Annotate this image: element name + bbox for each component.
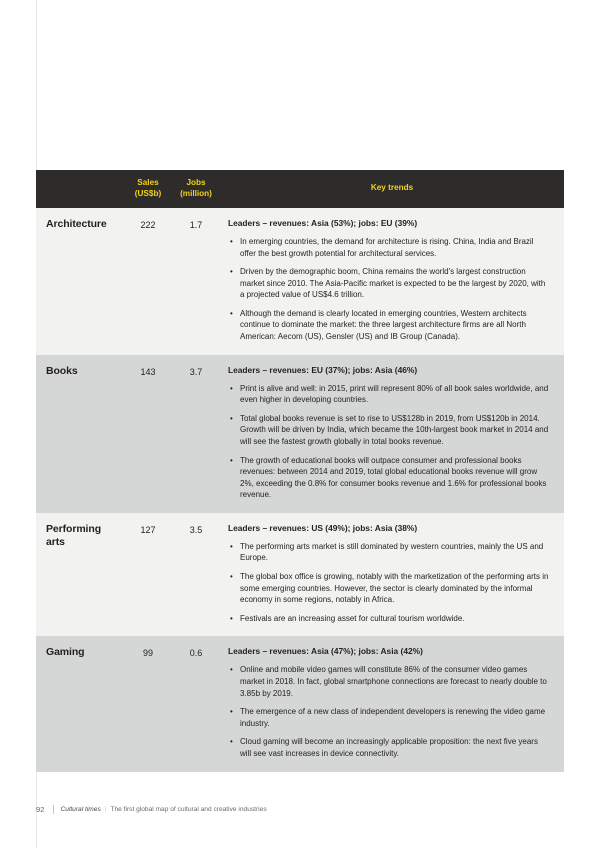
row-sector-name: Gaming xyxy=(36,636,124,771)
header-sales xyxy=(124,170,172,208)
row-sales-value: 143 xyxy=(124,355,172,513)
header-sales-line1: Sales xyxy=(137,178,159,187)
row-bullet-list xyxy=(228,236,550,343)
bullet-dot-icon: • xyxy=(230,707,233,717)
bullet-text: Driven by the demographic boom, China remains the world's largest construction market since 2010. The Asia-Pacific market is expected to be the largest by 2020, with a projected value of US$4.6 trillion. xyxy=(240,267,546,300)
list-item xyxy=(228,413,550,448)
bullet-dot-icon: • xyxy=(230,236,233,246)
bullet-text: The emergence of a new class of independent developers is renewing the video game industry. xyxy=(240,707,546,728)
header-sales-line2: (US$b) xyxy=(134,188,162,198)
header-jobs xyxy=(172,170,220,208)
row-leaders-line: Leaders – revenues: EU (37%); jobs: Asia (46%) xyxy=(228,364,418,375)
list-item xyxy=(228,383,550,406)
bullet-dot-icon: • xyxy=(230,737,233,747)
bullet-dot-icon: • xyxy=(230,308,233,318)
row-jobs-value: 3.5 xyxy=(172,513,220,636)
cultural-industries-table xyxy=(36,170,564,772)
bullet-text: In emerging countries, the demand for architecture is rising. China, India and Brazil offer the best growth potential for architectural services. xyxy=(240,236,534,258)
list-item xyxy=(228,455,550,501)
bullet-dot-icon: • xyxy=(230,383,233,393)
list-item xyxy=(228,571,550,606)
row-key-trends xyxy=(220,208,564,355)
footer-accent-bar xyxy=(53,805,54,814)
row-bullet-list xyxy=(228,383,550,501)
bullet-text: Online and mobile video games will constitute 86% of the consumer video games market in 2018. In fact, global smartphone connections are forecast to nearly double to 3.85b by 2019. xyxy=(240,665,547,698)
bullet-text: The growth of educational books will outpace consumer and professional books revenues: between 2014 and 2019, total global educational books revenue will grow 2%, exceeding the 0.8% for consumer books revenue and 1.6% for professional books revenue. xyxy=(240,455,547,500)
bullet-text: Total global books revenue is set to rise to US$128b in 2019, from US$120b in 2014. Growth will be driven by India, which became the 10th-largest book market in 2014 and will see the fastest growth globally in total books revenue. xyxy=(240,413,549,446)
list-item xyxy=(228,706,550,729)
list-item xyxy=(228,236,550,259)
list-item xyxy=(228,736,550,759)
bullet-dot-icon: • xyxy=(230,267,233,277)
bullet-dot-icon: • xyxy=(230,665,233,675)
bullet-text: Festivals are an increasing asset for cultural tourism worldwide. xyxy=(240,613,465,623)
table-row xyxy=(36,208,564,355)
row-jobs-value: 0.6 xyxy=(172,636,220,771)
page-footer xyxy=(36,805,564,814)
header-jobs-line1: Jobs xyxy=(186,178,206,187)
row-key-trends xyxy=(220,636,564,771)
row-sector-name: Performing arts xyxy=(36,513,124,636)
list-item xyxy=(228,266,550,301)
row-leaders-line: Leaders – revenues: Asia (53%); jobs: EU (39%) xyxy=(228,218,418,228)
footer-separator: | xyxy=(104,806,107,813)
bullet-dot-icon: • xyxy=(230,455,233,465)
row-jobs-value: 3.7 xyxy=(172,355,220,513)
row-jobs-value: 1.7 xyxy=(172,208,220,355)
row-bullet-list xyxy=(228,664,550,759)
table-row xyxy=(36,636,564,771)
bullet-text: The performing arts market is still dominated by western countries, mainly the US and Europe. xyxy=(240,541,544,563)
row-sector-name: Books xyxy=(36,355,124,513)
table-row xyxy=(36,513,564,636)
bullet-text: Cloud gaming will become an increasingly applicable proposition: the next five years will see vast increases in device connectivity. xyxy=(240,737,538,758)
bullet-dot-icon: • xyxy=(230,541,233,551)
table-header-row xyxy=(36,170,564,208)
row-sales-value: 222 xyxy=(124,208,172,355)
row-sales-value: 127 xyxy=(124,513,172,636)
row-leaders-line: Leaders – revenues: Asia (47%); jobs: Asia (42%) xyxy=(228,646,423,657)
bullet-text: Although the demand is clearly located in emerging countries, Western architects continue to dominate the market: the three largest architecture firms are all North American: Aecom (US), Gensler (US) and IB Group (Canada). xyxy=(240,308,527,342)
bullet-dot-icon: • xyxy=(230,413,233,423)
bullet-text: Print is alive and well: in 2015, print will represent 80% of all book sales worldwide, and even higher in developing countries. xyxy=(240,383,549,405)
list-item xyxy=(228,613,550,625)
table-header xyxy=(36,170,564,208)
bullet-dot-icon: • xyxy=(230,613,233,623)
row-leaders-line: Leaders – revenues: US (49%); jobs: Asia (38%) xyxy=(228,522,418,533)
header-sector xyxy=(36,170,124,208)
footer-publication-title: Cultural times xyxy=(60,806,101,813)
row-sales-value: 99 xyxy=(124,636,172,771)
page-number: 92 xyxy=(36,805,45,814)
row-key-trends xyxy=(220,513,564,636)
list-item xyxy=(228,664,550,699)
table-row xyxy=(36,355,564,513)
row-key-trends xyxy=(220,355,564,513)
table-body xyxy=(36,208,564,772)
row-sector-name: Architecture xyxy=(36,208,124,355)
row-bullet-list xyxy=(228,541,550,625)
list-item xyxy=(228,541,550,564)
header-key-trends: Key trends xyxy=(220,170,564,208)
bullet-dot-icon: • xyxy=(230,572,233,582)
list-item xyxy=(228,308,550,343)
footer-subtitle: The first global map of cultural and creative industries xyxy=(110,806,267,813)
bullet-text: The global box office is growing, notably with the marketization of the performing arts in some emerging countries. However, the sector is clearly dominated by the informal economy in some regions, notably in Africa. xyxy=(240,572,549,605)
header-jobs-line2: (million) xyxy=(180,188,212,198)
